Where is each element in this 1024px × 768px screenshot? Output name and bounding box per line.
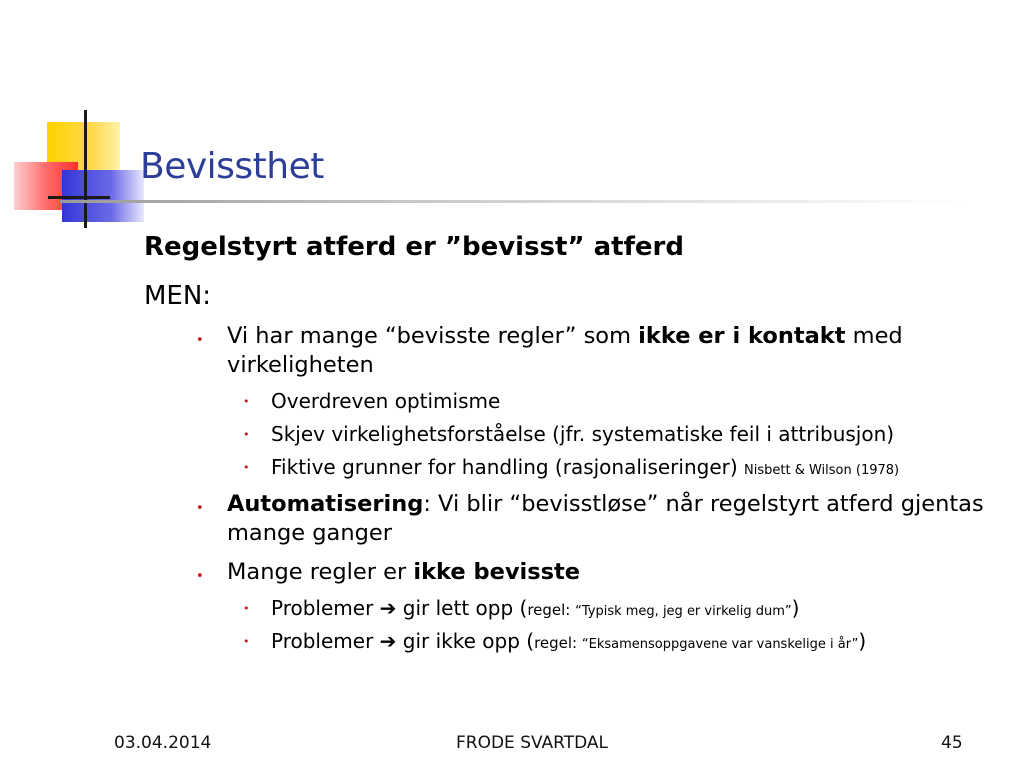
bullet-icon: • xyxy=(196,501,204,516)
slide-heading: Regelstyrt atferd er ”bevisst” atferd xyxy=(144,232,684,262)
decorative-squares-logo xyxy=(0,0,150,240)
arrow-icon: ➔ xyxy=(379,629,397,653)
bullet-icon: • xyxy=(243,602,250,615)
arrow-icon: ➔ xyxy=(379,596,397,620)
bold-phrase: ikke er i kontakt xyxy=(638,323,846,349)
bullet-icon: • xyxy=(243,395,250,408)
sub-item: Overdreven optimisme xyxy=(271,389,501,413)
title-divider xyxy=(60,200,970,203)
bullet-icon: • xyxy=(243,461,250,474)
bullet-item-1: Vi har mange “bevisste regler” som ikke er i kontakt med virkeligheten xyxy=(227,323,903,378)
footer-date: 03.04.2014 xyxy=(114,733,212,753)
bullet-icon: • xyxy=(243,635,250,648)
citation: Nisbett & Wilson (1978) xyxy=(744,463,900,478)
bullet-icon: • xyxy=(243,428,250,441)
bullet-icon: • xyxy=(196,333,204,348)
sub-item: Skjev virkelighetsforståelse (jfr. systematiske feil i attribusjon) xyxy=(271,422,895,446)
bullet-icon: • xyxy=(196,569,204,584)
bullet-item-2: Automatisering: Vi blir “bevisstløse” når regelstyrt atferd gjentas mange ganger xyxy=(227,491,984,546)
sub-item: Problemer ➔ gir lett opp (regel: “Typisk meg, jeg er virkelig dum”) xyxy=(271,596,800,620)
sub-item: Problemer ➔ gir ikke opp (regel: “Eksamensoppgavene var vanskelige i år”) xyxy=(271,629,867,653)
bold-phrase: Automatisering xyxy=(227,491,424,517)
bold-phrase: ikke bevisste xyxy=(413,559,581,585)
footer-author: FRODE SVARTDAL xyxy=(456,733,609,753)
bullet-item-3: Mange regler er ikke bevisste xyxy=(227,559,581,585)
men-label: MEN: xyxy=(144,281,212,311)
footer-page-number: 45 xyxy=(941,733,963,753)
slide-title: Bevissthet xyxy=(140,146,324,187)
sub-item: Fiktive grunner for handling (rasjonaliseringer) Nisbett & Wilson (1978) xyxy=(271,455,900,479)
